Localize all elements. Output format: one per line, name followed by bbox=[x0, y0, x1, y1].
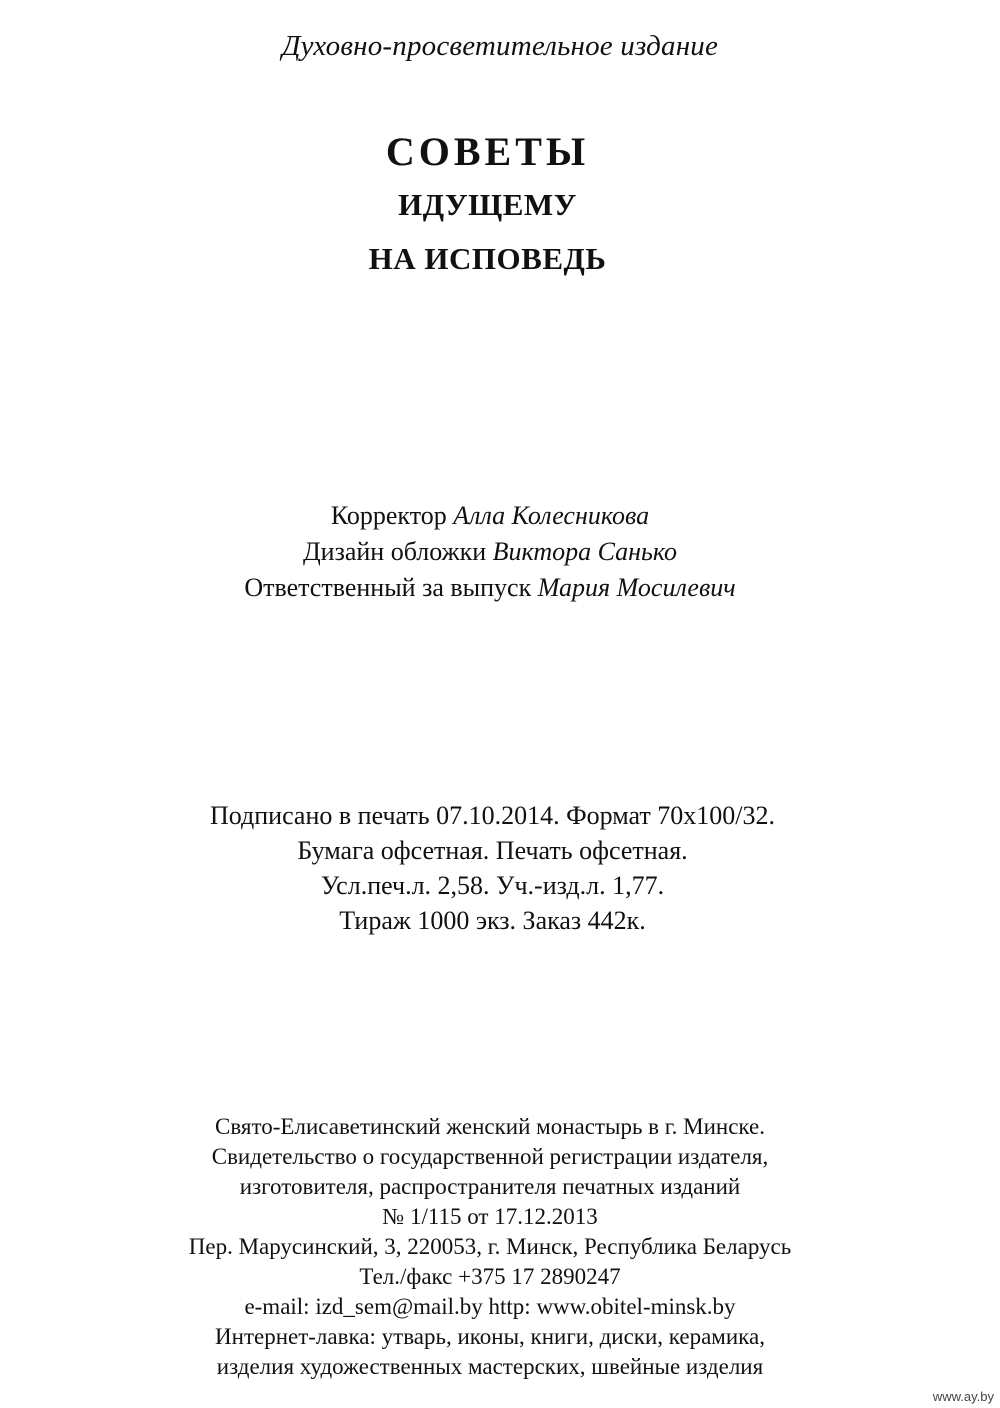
title-line-3: НА ИСПОВЕДЬ bbox=[368, 241, 607, 276]
publisher-line: изделия художественных мастерских, швейные изделия bbox=[216, 1354, 764, 1379]
credit-name: Алла Колесникова bbox=[453, 501, 650, 530]
publisher-contacts: e-mail: izd_sem@mail.by http: www.obitel-minsk.by bbox=[244, 1294, 736, 1319]
publisher-line: Свято-Елисаветинский женский монастырь в г. Минске. bbox=[215, 1114, 765, 1139]
credit-role: Ответственный за выпуск bbox=[244, 573, 532, 602]
print-spec-line: Усл.печ.л. 2,58. Уч.-изд.л. 1,77. bbox=[320, 871, 665, 900]
print-spec-line: Подписано в печать 07.10.2014. Формат 70х100/32. bbox=[209, 801, 776, 830]
credit-name: Виктора Санько bbox=[492, 537, 678, 566]
credit-role: Дизайн обложки bbox=[302, 537, 487, 566]
credit-role: Корректор bbox=[330, 501, 447, 530]
publisher-phone: Тел./факс +375 17 2890247 bbox=[359, 1264, 621, 1289]
credit-line bbox=[0, 534, 980, 570]
print-spec-line: Тираж 1000 экз. Заказ 442к. bbox=[339, 906, 646, 935]
publisher-info bbox=[0, 1112, 980, 1382]
publisher-line: изготовителя, распространителя печатных изданий bbox=[239, 1174, 741, 1199]
publisher-line: Свидетельство о государственной регистрации издателя, bbox=[211, 1144, 769, 1169]
publisher-line: Интернет-лавка: утварь, иконы, книги, диски, керамика, bbox=[215, 1324, 765, 1349]
publisher-line: № 1/115 от 17.12.2013 bbox=[382, 1204, 598, 1229]
title-line-2: ИДУЩЕМУ bbox=[398, 187, 577, 222]
edition-type: Духовно-просветительное издание bbox=[281, 30, 719, 62]
print-spec-line: Бумага офсетная. Печать офсетная. bbox=[297, 836, 688, 865]
site-watermark: www.ay.by bbox=[932, 1389, 994, 1404]
title-line-1: СОВЕТЫ bbox=[385, 129, 590, 174]
print-specs bbox=[0, 798, 985, 938]
book-title bbox=[0, 126, 975, 286]
credits-block bbox=[0, 498, 980, 606]
credit-name: Мария Мосилевич bbox=[537, 573, 736, 602]
credit-line bbox=[0, 570, 980, 606]
publisher-address: Пер. Марусинский, 3, 220053, г. Минск, Республика Беларусь bbox=[188, 1234, 792, 1259]
credit-line bbox=[0, 498, 980, 534]
